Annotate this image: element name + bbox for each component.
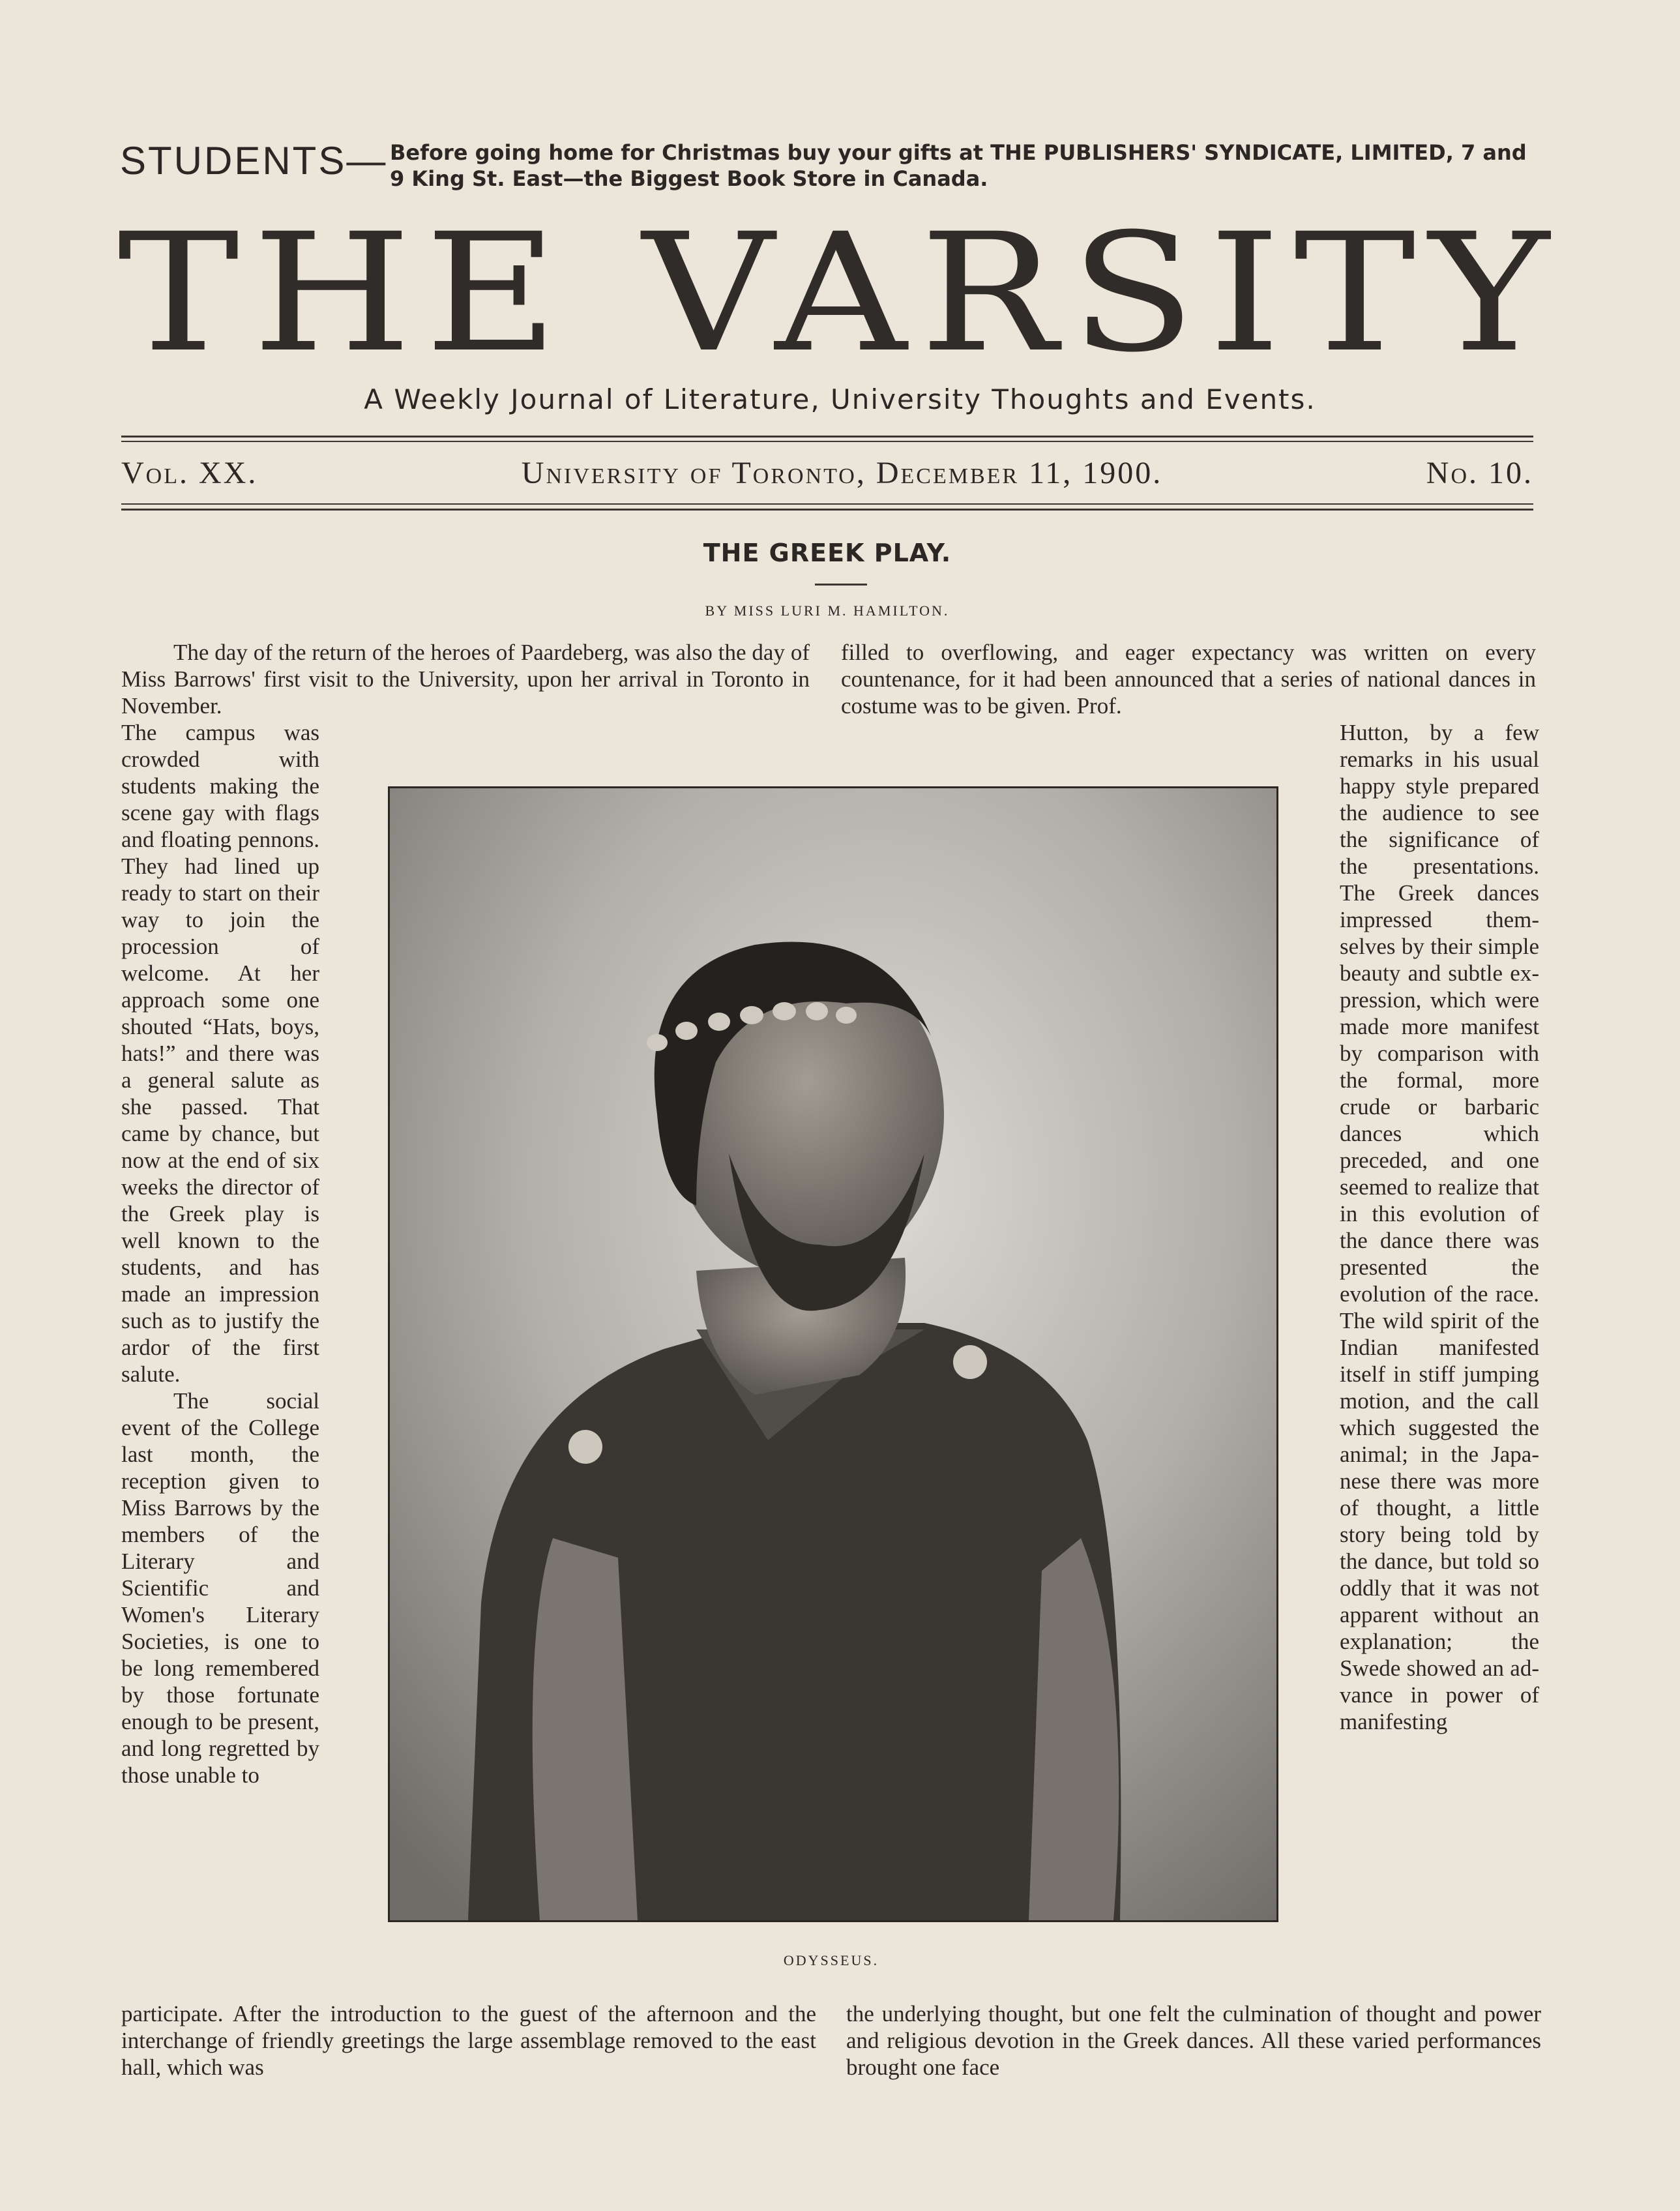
masthead-subtitle: A Weekly Journal of Literature, University Thoughts and Events. — [364, 383, 1316, 415]
masthead-title: THE VARSITY — [117, 198, 1563, 388]
issue-info-row — [121, 450, 1533, 496]
advert-text: Before going home for Christmas buy your gifts at THE PUBLISHERS' SYNDICATE, LIMITED, 7 and 9 King St. East—the Biggest Book Store in Canada. — [390, 140, 1527, 191]
issue-place-date: University of Toronto, December 11, 1900. — [521, 455, 1163, 490]
paragraph-bottom-left: participate. After the introduction to the guest of the afternoon and the interchange of friendly greetings the large assemblage removed to the east hall, which was — [121, 2001, 816, 2080]
masthead-rule-top — [121, 436, 1533, 438]
paragraph-social-event: The social event of the College last month, the reception given to Miss Barrows by the members of the Literary and Scientific and Women's Literary Societies, is one to be long remembered by those fortunate enough to be present, and long regretted by those unable to — [121, 1388, 319, 1788]
paragraph-opening: The day of the return of the heroes of Paardeberg, was also the day of Miss Barrows' first visit to the University, upon her arrival in Toronto in November. — [121, 640, 810, 719]
column-bottom-left — [121, 2000, 816, 2081]
masthead-rule-bottom-inner — [121, 503, 1533, 505]
advert-lead: STUDENTS— — [120, 139, 388, 183]
odysseus-photograph — [388, 786, 1278, 1922]
issue-number: No. 10. — [1426, 455, 1533, 490]
photo-caption: ODYSSEUS. — [783, 1952, 879, 1968]
paragraph-top-right: filled to overflowing, and eager expectancy was written on every countenance, for it had been announced that a series of national dances in costume was to be given. Prof. — [841, 640, 1536, 719]
column-narrow-right — [1340, 719, 1539, 1735]
title-divider — [815, 584, 867, 586]
masthead-rule-bottom — [121, 509, 1533, 511]
masthead-rule-top-inner — [121, 441, 1533, 442]
issue-volume: Vol. XX. — [121, 455, 258, 490]
article-title: THE GREEK PLAY. — [703, 539, 952, 567]
paragraph-campus: The campus was crowded with students making the scene gay with flags and floating pennons. They had lined up ready to start on their way to join the procession of welcome. At her approach some one shouted “Hats, boys, hats!” and there was a general salute as she passed. That came by chance, but now at the end of six weeks the director of the Greek play is well known to the students, and has made an impression such as to justify the ardor of the first salute. — [121, 720, 319, 1387]
column-top-left — [121, 639, 810, 719]
column-top-right — [841, 639, 1536, 719]
column-bottom-right — [846, 2000, 1541, 2081]
paragraph-bottom-right: the underlying thought, but one felt the culmination of thought and power and religious devotion in the Greek dances. All these varied performances brought one face — [846, 2001, 1541, 2080]
paragraph-dances: Hutton, by a few remarks in his usual happy style prepared the audience to see the significance of the presentations. The Greek dances impressed themselves by their simple beauty and subtle expression, which were made more manifest by comparison with the formal, more crude or barbaric dances which preceded, and one seemed to realize that in this evolution of the dance there was presented the evolution of the race. The wild spirit of the Indian manifested itself in stiff jumping motion, and the call which suggested the animal; in the Japanese there was more of thought, a little story being told by the dance, but told so oddly that it was not apparent without an explanation; the Swede showed an advance in power of manifesting — [1340, 720, 1539, 1734]
column-narrow-left — [121, 719, 319, 1788]
article-byline: BY MISS LURI M. HAMILTON. — [705, 602, 950, 619]
